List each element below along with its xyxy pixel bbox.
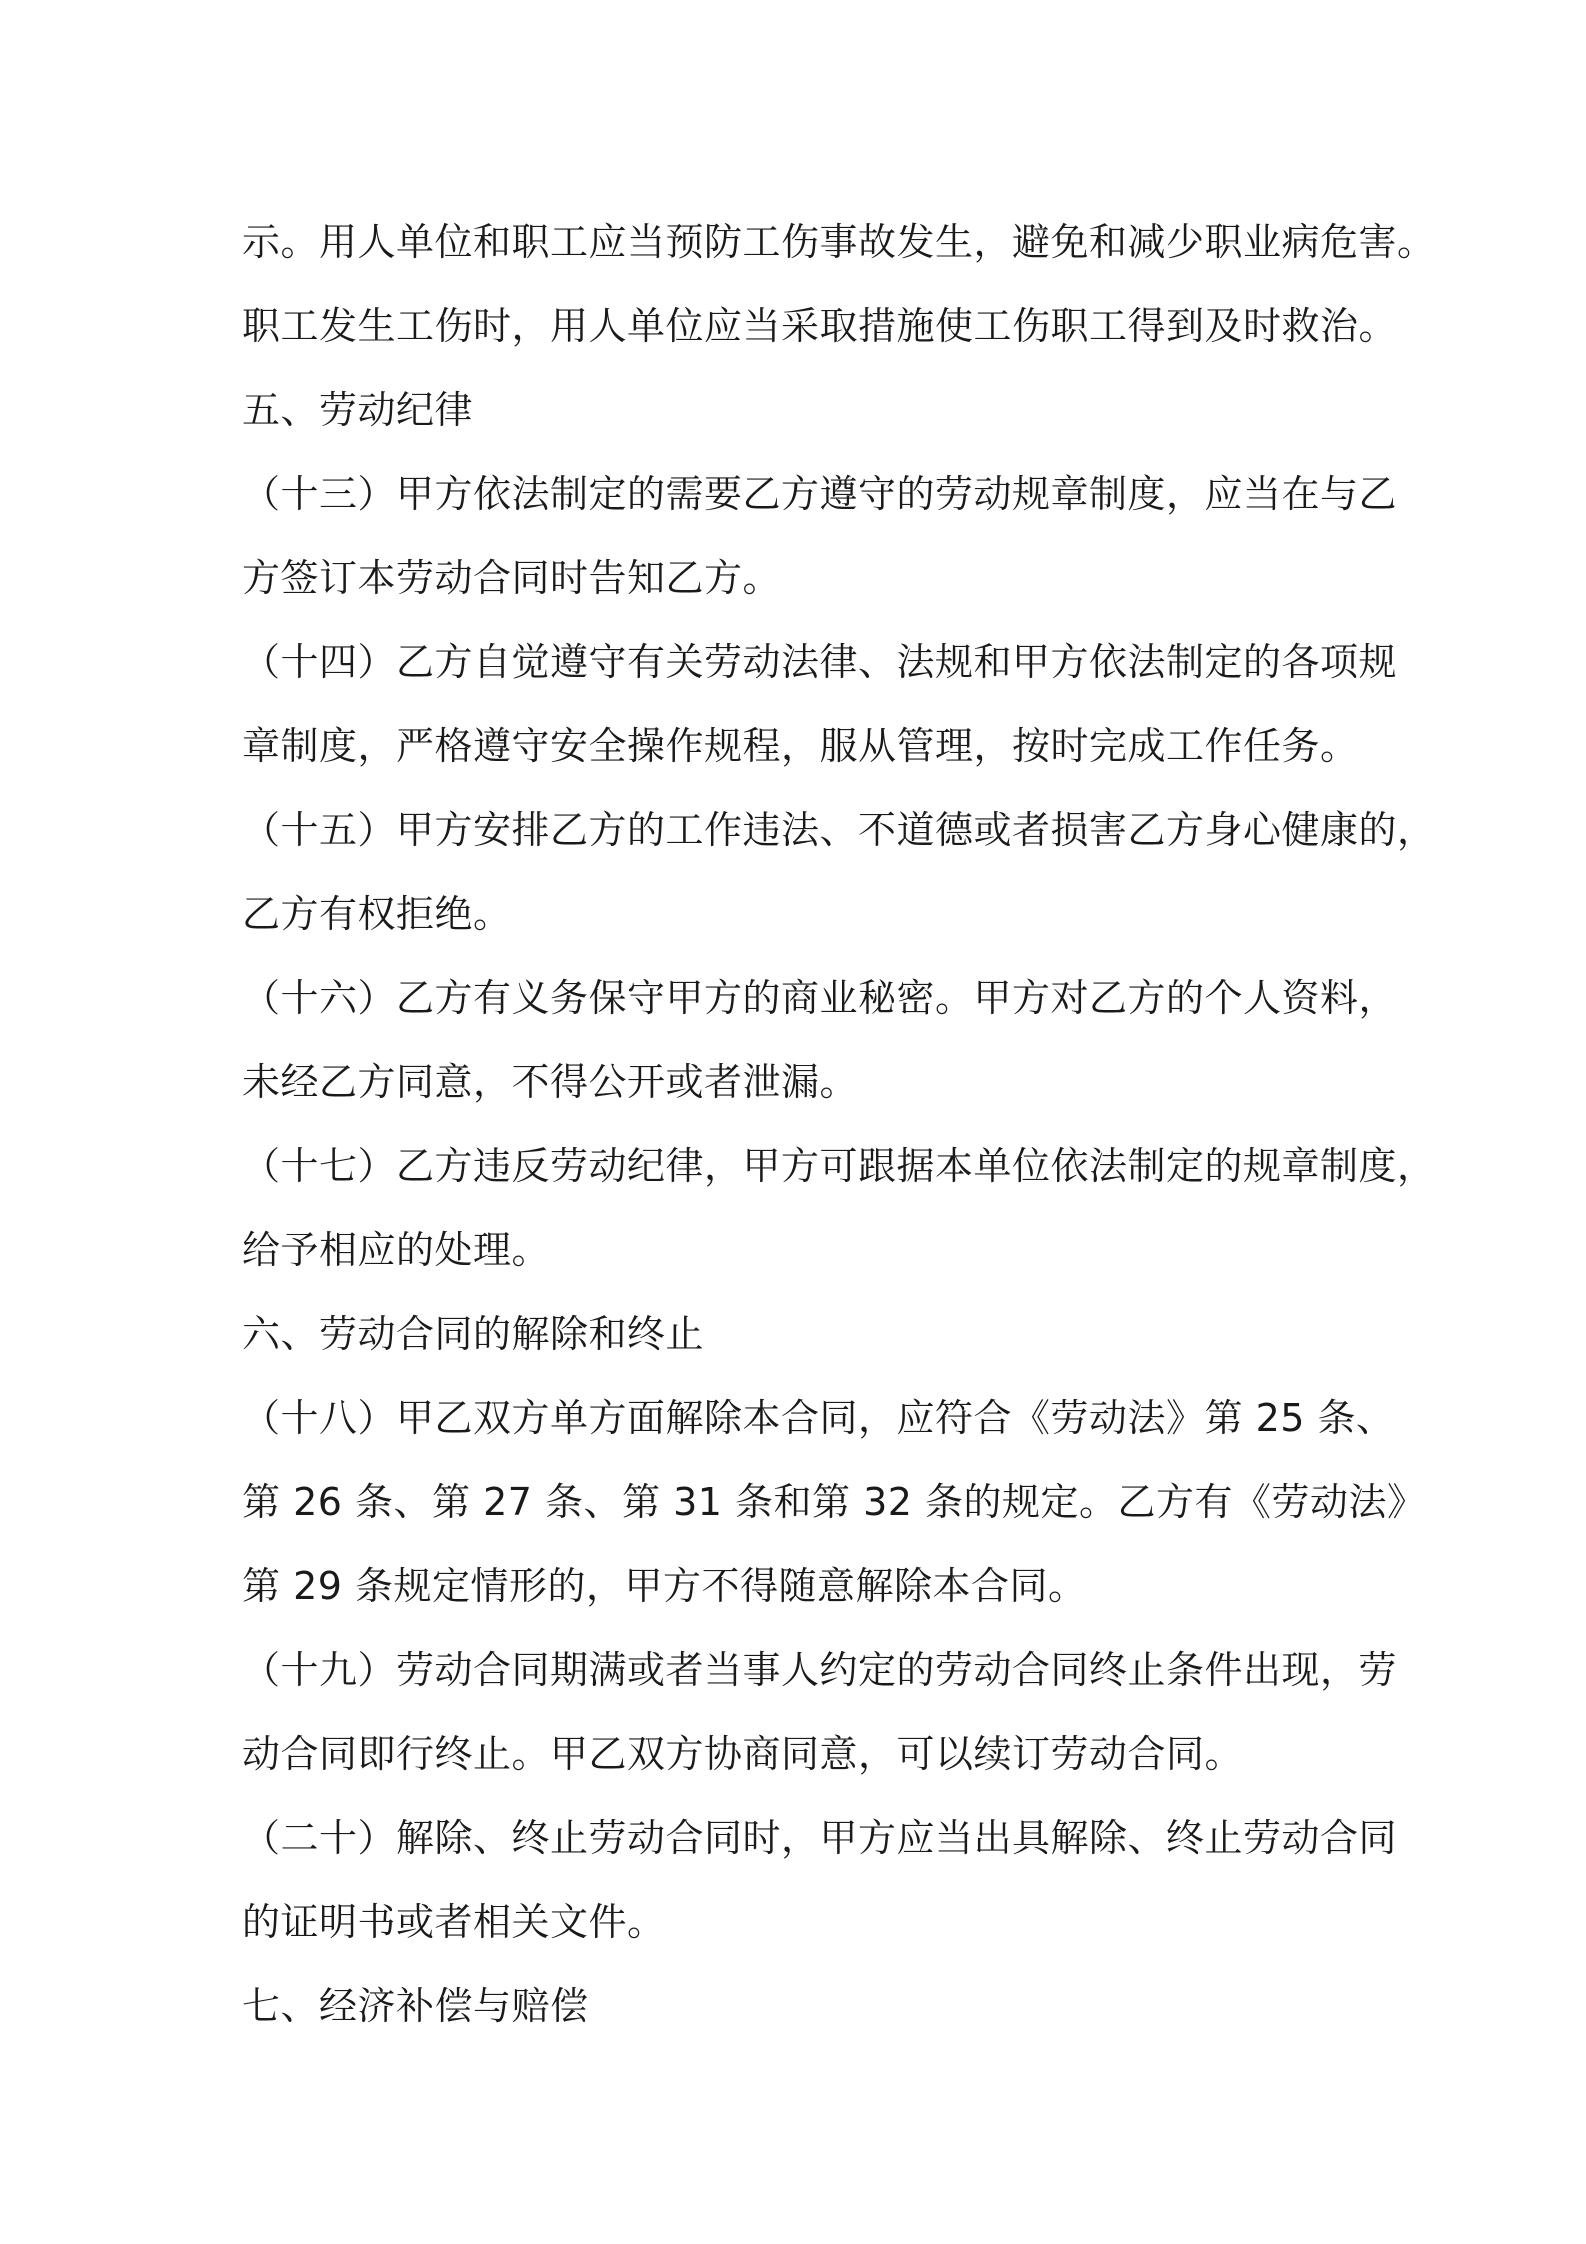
clause-text-line: （十八）甲乙双方单方面解除本合同，应符合《劳动法》第 25 条、 [242,1396,1395,1440]
section-heading: 六、劳动合同的解除和终止 [242,1312,705,1356]
section-heading: 七、经济补偿与赔偿 [242,1984,589,2028]
clause-text-line: （十九）劳动合同期满或者当事人约定的劳动合同终止条件出现，劳 [242,1648,1398,1692]
clause-text-line: （十三）甲方依法制定的需要乙方遵守的劳动规章制度，应当在与乙 [242,472,1398,516]
text-line: 职工发生工伤时，用人单位应当采取措施使工伤职工得到及时救治。 [242,304,1398,348]
clause-text-line: （十七）乙方违反劳动纪律，甲方可跟据本单位依法制定的规章制度， [242,1144,1436,1188]
clause-text-line: 给予相应的处理。 [242,1228,551,1272]
clause-text-line: 方签订本劳动合同时告知乙方。 [242,556,782,600]
clause-text-line: 章制度，严格遵守安全操作规程，服从管理，按时完成工作任务。 [242,724,1359,768]
text-line: 示。用人单位和职工应当预防工伤事故发生，避免和减少职业病危害。 [242,220,1436,264]
clause-text-line: （二十）解除、终止劳动合同时，甲方应当出具解除、终止劳动合同 [242,1816,1398,1860]
section-heading: 五、劳动纪律 [242,388,474,432]
clause-text-line: 第 29 条规定情形的，甲方不得随意解除本合同。 [242,1564,1087,1608]
clause-text-line: （十六）乙方有义务保守甲方的商业秘密。甲方对乙方的个人资料， [242,976,1398,1020]
clause-text-line: 的证明书或者相关文件。 [242,1900,666,1944]
clause-text-line: 第 26 条、第 27 条、第 31 条和第 32 条的规定。乙方有《劳动法》 [242,1480,1426,1524]
clause-text-line: 乙方有权拒绝。 [242,892,512,936]
document-body [242,200,1436,2048]
clause-text-line: 动合同即行终止。甲乙双方协商同意，可以续订劳动合同。 [242,1732,1244,1776]
clause-text-line: （十五）甲方安排乙方的工作违法、不道德或者损害乙方身心健康的， [242,808,1436,852]
clause-text-line: 未经乙方同意，不得公开或者泄漏。 [242,1060,859,1104]
clause-text-line: （十四）乙方自觉遵守有关劳动法律、法规和甲方依法制定的各项规 [242,640,1398,684]
